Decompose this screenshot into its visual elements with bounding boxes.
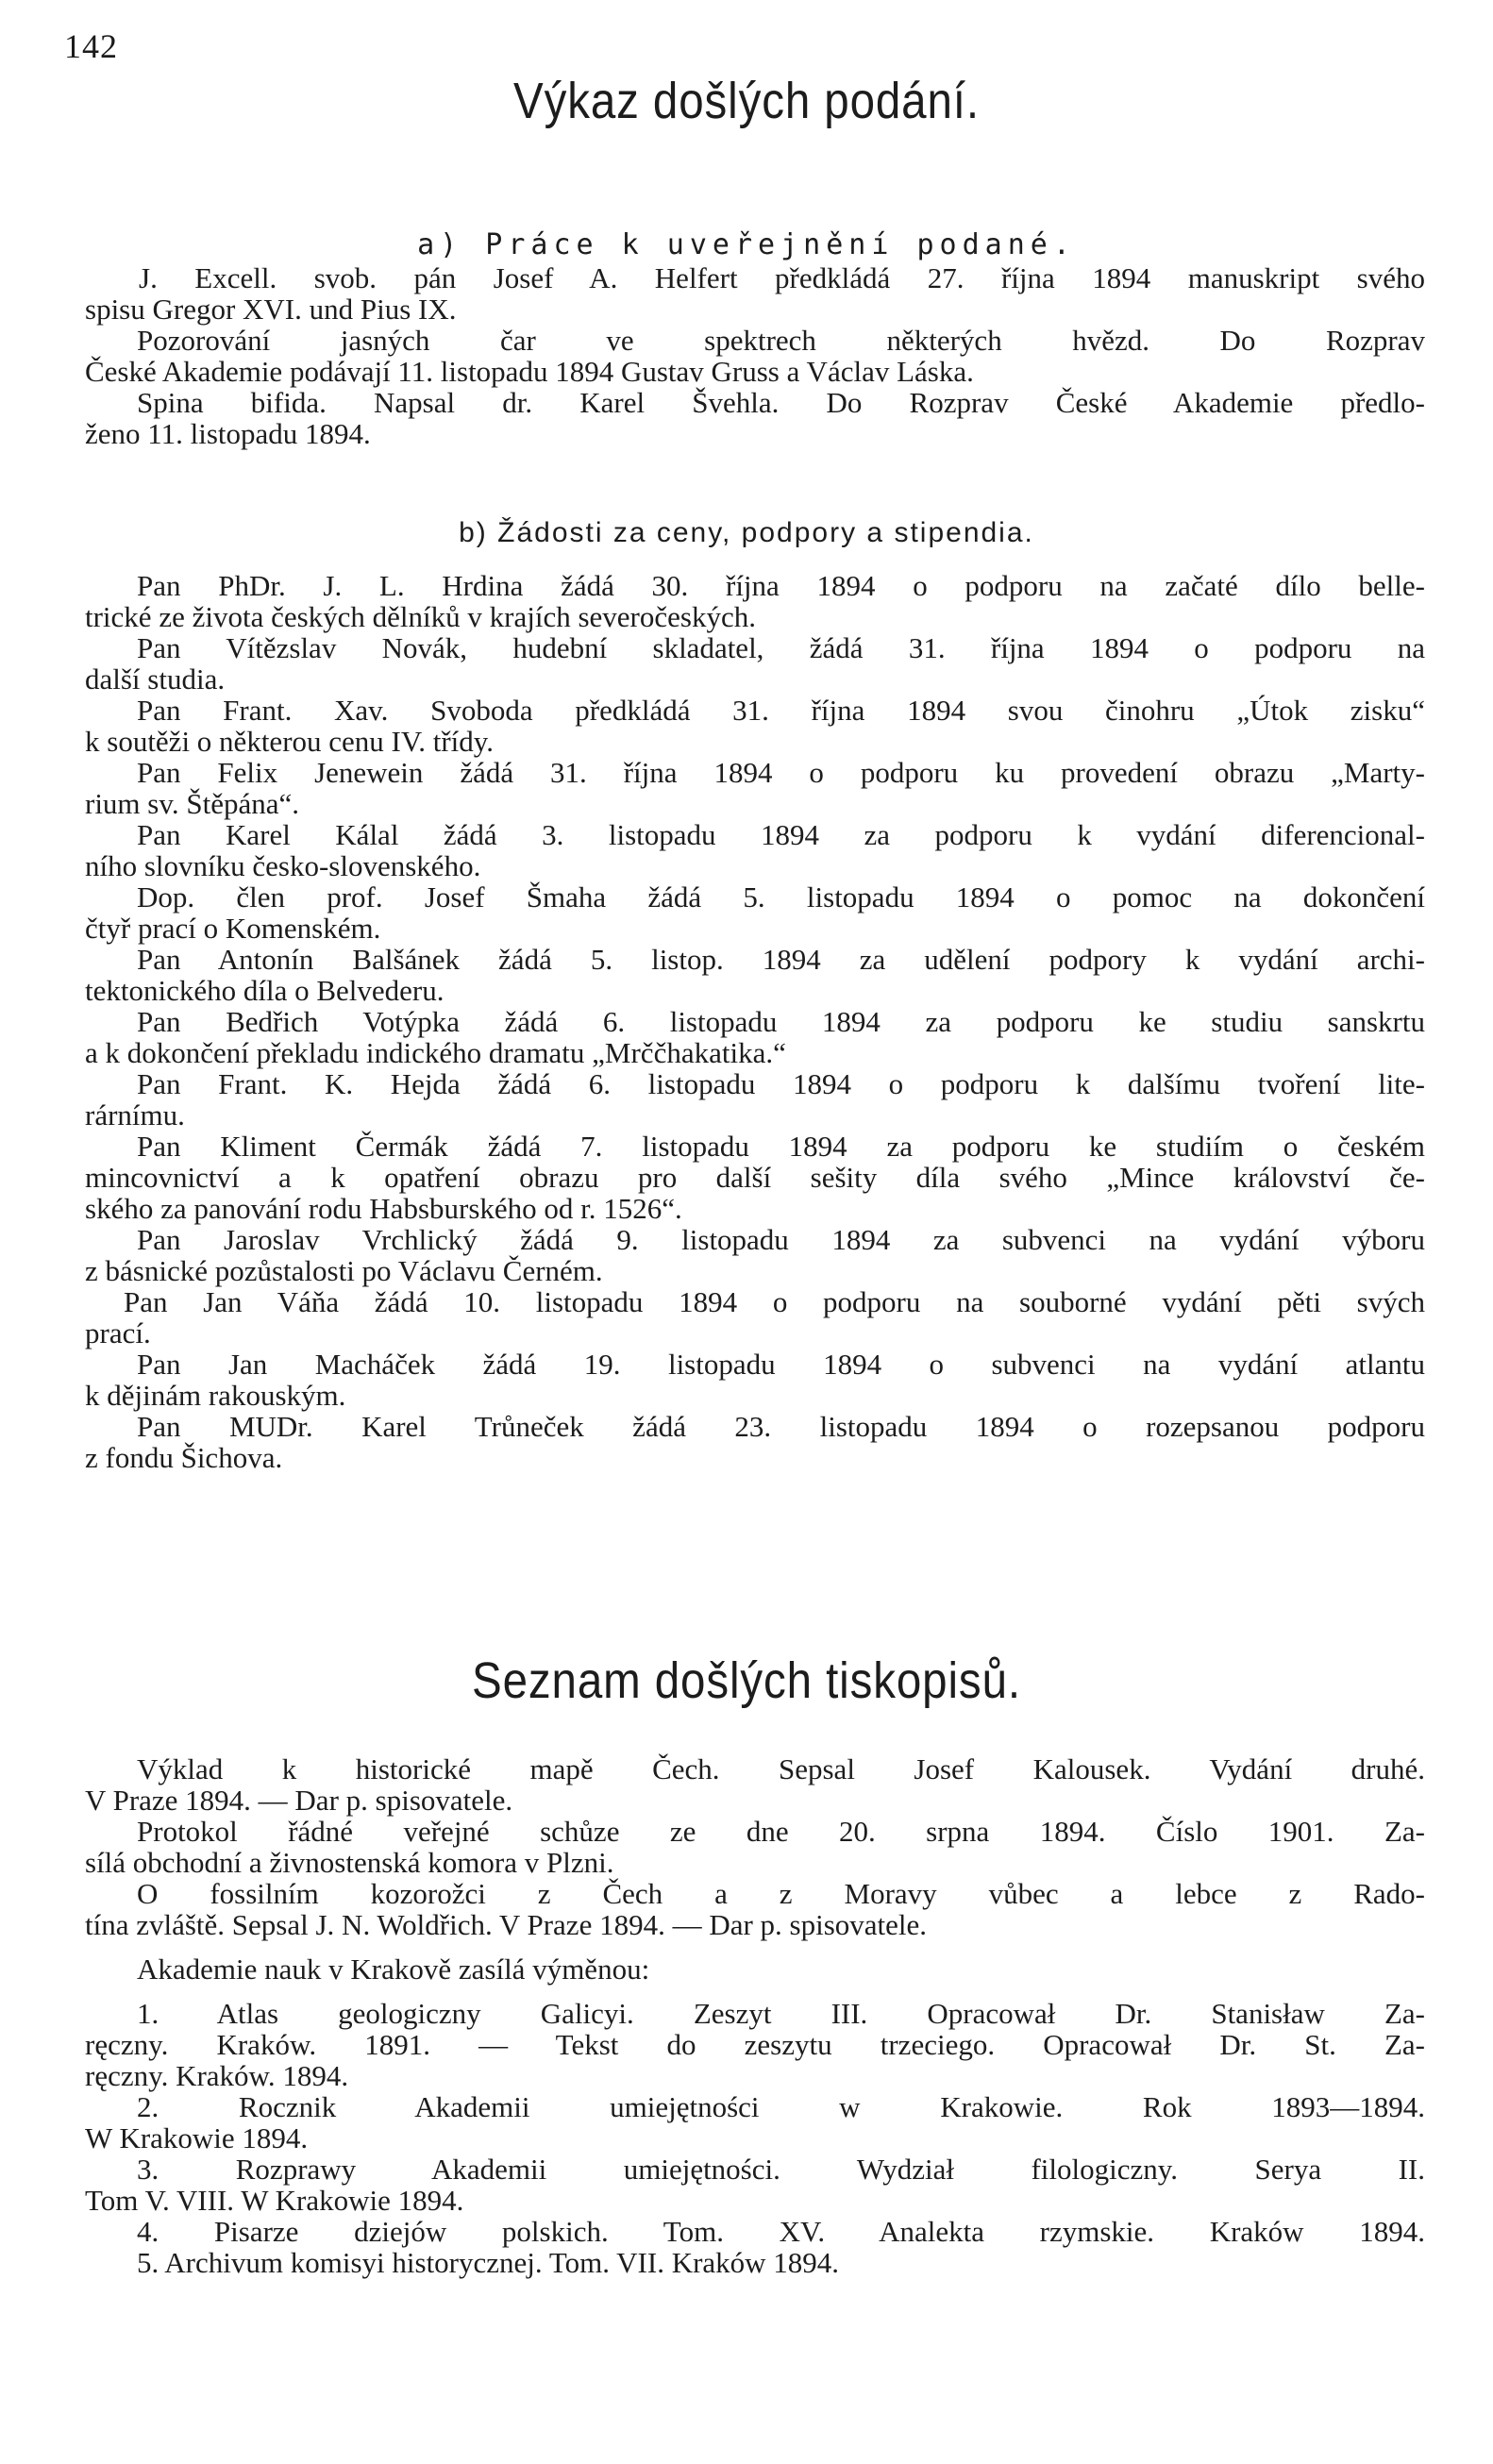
krakow-item-5: [137, 2247, 1425, 2278]
line: z fondu Šichova.: [85, 1441, 283, 1474]
line: ręczny. Kraków. 1891. — Tekst do zeszytu trzeciego. Opracował Dr. St. Za-: [85, 2028, 1425, 2061]
line: České Akademie podávají 11. listopadu 1894 Gustav Gruss a Václav Láska.: [85, 355, 974, 388]
section-a-list: [85, 261, 1425, 450]
paragraph-b6: [85, 880, 1425, 945]
line: trické ze života českých dělníků v krajích severočeských.: [85, 600, 756, 633]
line: Dop. člen prof. Josef Šmaha žádá 5. listopadu 1894 o pomoc na dokončení: [137, 880, 1425, 914]
line: prací.: [85, 1316, 151, 1349]
line: Pan Kliment Čermák žádá 7. listopadu 1894 za podporu ke studiím o českém: [137, 1130, 1425, 1163]
prints-list: [85, 1752, 1425, 2279]
paragraph-b11: [85, 1223, 1425, 1287]
paragraph-b1: [85, 569, 1425, 633]
paragraph-a1: [85, 261, 1425, 326]
paragraph-p3: [85, 1877, 1425, 1941]
paragraph-b5: [85, 818, 1425, 882]
paragraph-a2: [85, 324, 1425, 388]
line: ského za panování rodu Habsburského od r. 1526“.: [85, 1192, 682, 1225]
line: další studia.: [85, 662, 226, 696]
line: Spina bifida. Napsal dr. Karel Švehla. Do Rozprav České Akademie předlo-: [137, 386, 1425, 419]
line: Výklad k historické mapě Čech. Sepsal Josef Kalousek. Vydání druhé.: [137, 1752, 1425, 1785]
paragraph-b4: [85, 756, 1425, 820]
paragraph-b7: [85, 943, 1425, 1007]
heading-prints: Seznam došlých tiskopisů.: [472, 1652, 1021, 1709]
krakow-item-4: [137, 2216, 1425, 2247]
line: Pan Jan Macháček žádá 19. listopadu 1894 o subvenci na vydání atlantu: [137, 1348, 1425, 1381]
line: Pan Jan Váňa žádá 10. listopadu 1894 o podporu na souborné vydání pěti svých: [124, 1285, 1425, 1318]
line: J. Excell. svob. pán Josef A. Helfert předkládá 27. října 1894 manuskript svého: [139, 261, 1425, 294]
line: Pan PhDr. J. L. Hrdina žádá 30. října 1894 o podporu na začaté dílo belle-: [137, 569, 1425, 602]
line: tektonického díla o Belvederu.: [85, 974, 445, 1007]
krakow-item-3: [85, 2153, 1425, 2217]
paragraph-p2: [85, 1815, 1425, 1879]
line: spisu Gregor XVI. und Pius IX.: [85, 293, 457, 326]
line: rium sv. Štěpána“.: [85, 787, 299, 820]
krakow-item-2: [85, 2090, 1425, 2154]
paragraph-a3: [85, 386, 1425, 450]
line: Protokol řádné veřejné schůze ze dne 20. srpna 1894. Číslo 1901. Za-: [137, 1815, 1425, 1848]
line: 5. Archivum komisyi historycznej. Tom. VII. Kraków 1894.: [137, 2246, 840, 2279]
line: ního slovníku česko-slovenského.: [85, 849, 481, 882]
page-number: 142: [64, 27, 118, 65]
krakow-item-1: [85, 1997, 1425, 2092]
line: rárnímu.: [85, 1098, 185, 1131]
line: k dějinám rakouským.: [85, 1379, 346, 1412]
paragraph-b14: [85, 1410, 1425, 1474]
line: Pan MUDr. Karel Trůneček žádá 23. listopadu 1894 o rozepsanou podporu: [137, 1410, 1425, 1443]
line: Pan Karel Kálal žádá 3. listopadu 1894 za podporu k vydání diferencional-: [137, 818, 1425, 851]
paragraph-b13: [85, 1348, 1425, 1412]
paragraph-b9: [85, 1067, 1425, 1131]
line: Pan Frant. K. Hejda žádá 6. listopadu 1894 o podporu k dalšímu tvoření lite-: [137, 1067, 1425, 1100]
line: O fossilním kozorožci z Čech a z Moravy vůbec a lebce z Rado-: [137, 1877, 1425, 1910]
heading-reports: Výkaz došlých podání.: [513, 73, 980, 129]
line: Pan Frant. Xav. Svoboda předkládá 31. října 1894 svou činohru „Útok zisku“: [137, 694, 1425, 727]
paragraph-b2: [85, 631, 1425, 696]
paragraph-b8: [85, 1005, 1425, 1069]
line: z básnické pozůstalosti po Václavu Černém.: [85, 1254, 603, 1287]
line: a k dokončení překladu indického dramatu „Mrččhakatika.“: [85, 1036, 786, 1069]
krakow-intro: Akademie nauk v Krakově zasílá výměnou:: [137, 1953, 650, 1986]
line: Pan Bedřich Votýpka žádá 6. listopadu 1894 za podporu ke studiu sanskrtu: [137, 1005, 1425, 1038]
line: mincovnictví a k opatření obrazu pro další sešity díla svého „Mince království če-: [85, 1161, 1425, 1194]
line: 4. Pisarze dziejów polskich. Tom. XV. Analekta rzymskie. Kraków 1894.: [137, 2215, 1425, 2248]
line: Pan Vítězslav Novák, hudební skladatel, žádá 31. října 1894 o podporu na: [137, 631, 1425, 664]
section-b-list: [85, 569, 1425, 1474]
paragraph-b12: [85, 1285, 1425, 1349]
line: 2. Rocznik Akademii umiejętności w Krakowie. Rok 1893—1894.: [137, 2090, 1425, 2123]
line: ręczny. Kraków. 1894.: [85, 2059, 349, 2092]
line: Tom V. VIII. W Krakowie 1894.: [85, 2184, 464, 2217]
line: Pan Jaroslav Vrchlický žádá 9. listopadu 1894 za subvenci na vydání výboru: [137, 1223, 1425, 1256]
line: Pan Antonín Balšánek žádá 5. listop. 1894 za udělení podpory k vydání archi-: [137, 943, 1425, 976]
line: tína zvláště. Sepsal J. N. Woldřich. V Praze 1894. — Dar p. spisovatele.: [85, 1908, 928, 1941]
line: 1. Atlas geologiczny Galicyi. Zeszyt III. Opracował Dr. Stanisław Za-: [137, 1997, 1425, 2030]
line: Pozorování jasných čar ve spektrech některých hvězd. Do Rozprav: [137, 324, 1425, 357]
line: sílá obchodní a živnostenská komora v Plzni.: [85, 1846, 614, 1879]
paragraph-b10: [85, 1130, 1425, 1225]
line: k soutěži o některou cenu IV. třídy.: [85, 725, 495, 758]
line: W Krakowie 1894.: [85, 2121, 309, 2154]
line: V Praze 1894. — Dar p. spisovatele.: [85, 1784, 513, 1817]
subheading-section-b: b) Žádosti za ceny, podpory a stipendia.: [459, 517, 1034, 548]
line: 3. Rozprawy Akademii umiejętności. Wydział filologiczny. Serya II.: [137, 2153, 1425, 2186]
subheading-section-a: a) Práce k uveřejnění podané.: [417, 228, 1076, 261]
line: Pan Felix Jenewein žádá 31. října 1894 o podporu ku provedení obrazu „Marty-: [137, 756, 1425, 789]
paragraph-b3: [85, 694, 1425, 758]
paragraph-p1: [85, 1752, 1425, 1817]
line: čtyř prací o Komenském.: [85, 912, 381, 945]
line: ženo 11. listopadu 1894.: [85, 417, 371, 450]
